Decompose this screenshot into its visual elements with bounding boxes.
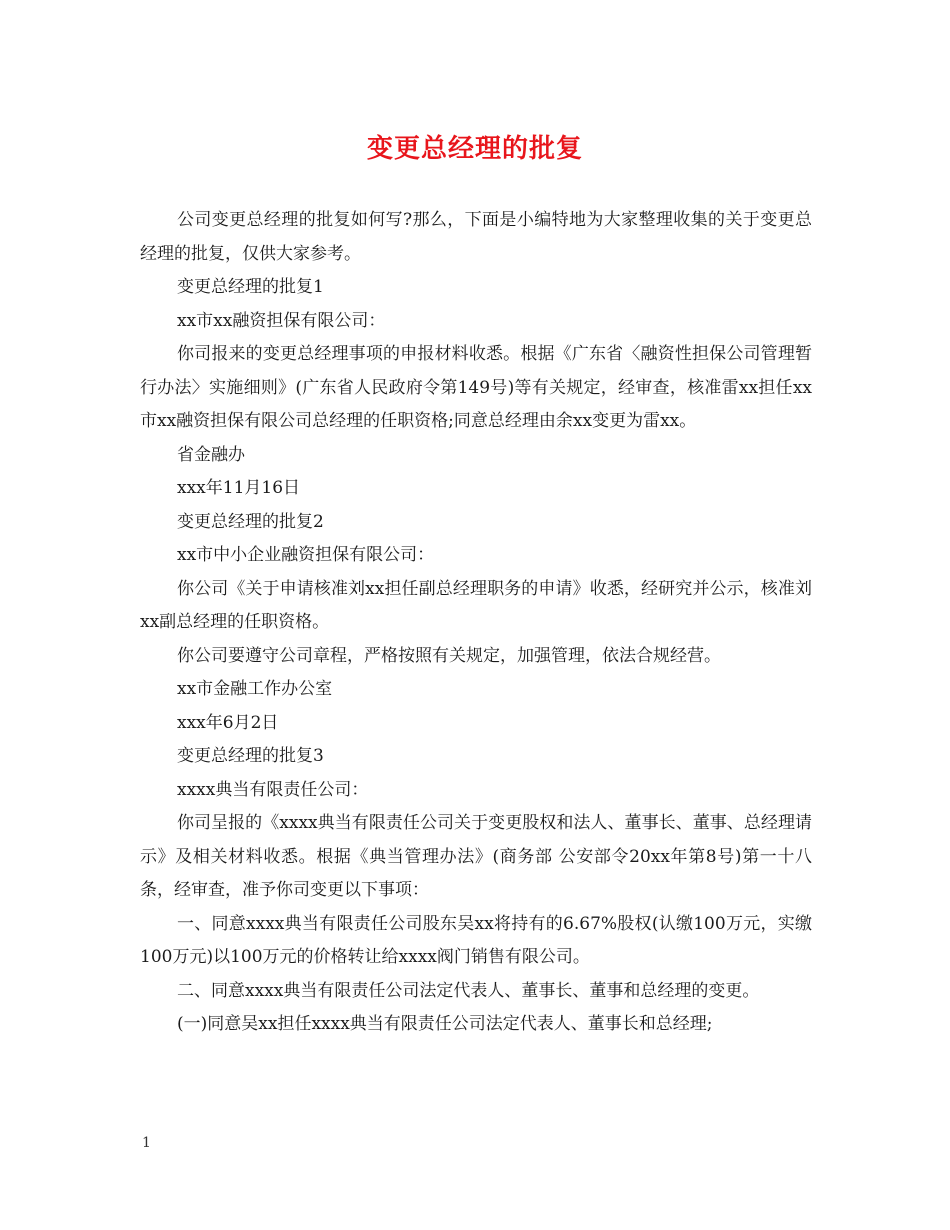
date: xxx年11月16日 <box>177 478 301 498</box>
signature: 省金融办 <box>177 444 245 465</box>
page-number: 1 <box>142 1135 151 1151</box>
section-heading: 变更总经理的批复2 <box>177 511 324 532</box>
document-body <box>140 204 812 1042</box>
addressee: xx市xx融资担保有限公司： <box>177 310 386 331</box>
date: xxx年6月2日 <box>177 712 279 733</box>
paragraph: 你公司要遵守公司章程，严格按照有关规定，加强管理，依法合规经营。 <box>177 645 721 666</box>
paragraph: 二、同意xxxx典当有限责任公司法定代表人、董事长、董事和总经理的变更。 <box>177 980 760 1001</box>
signature: xx市金融工作办公室 <box>177 679 333 699</box>
paragraph: 你公司《关于申请核准刘xx担任副总经理职务的申请》收悉，经研究并公示，核准刘xx副总经理的任职资格。 <box>140 578 812 632</box>
paragraph: (一)同意吴xx担任xxxx典当有限责任公司法定代表人、董事长和总经理; <box>177 1014 713 1034</box>
paragraph: 你司报来的变更总经理事项的申报材料收悉。根据《广东省〈融资性担保公司管理暂行办法〉实施细则》(广东省人民政府令第149号)等有关规定，经审查，核准雷xx担任xx市xx融资担保有限公司总经理的任职资格;同意总经理由余xx变更为雷xx。 <box>140 344 812 431</box>
addressee: xx市中小企业融资担保有限公司： <box>177 545 435 565</box>
paragraph: 一、同意xxxx典当有限责任公司股东吴xx将持有的6.67%股权(认缴100万元，实缴100万元)以100万元的价格转让给xxxx阀门销售有限公司。 <box>140 913 812 967</box>
document-title: 变更总经理的批复 <box>366 134 583 164</box>
section-heading: 变更总经理的批复1 <box>177 277 324 297</box>
paragraph: 公司变更总经理的批复如何写?那么，下面是小编特地为大家整理收集的关于变更总经理的批复，仅供大家参考。 <box>140 210 812 264</box>
section-heading: 变更总经理的批复3 <box>177 746 324 766</box>
paragraph: 你司呈报的《xxxx典当有限责任公司关于变更股权和法人、董事长、董事、总经理请示》及相关材料收悉。根据《典当管理办法》(商务部 公安部令20xx年第8号)第一十八条，经审查，准予你司变更以下事项： <box>140 813 812 900</box>
addressee: xxxx典当有限责任公司： <box>177 779 369 800</box>
